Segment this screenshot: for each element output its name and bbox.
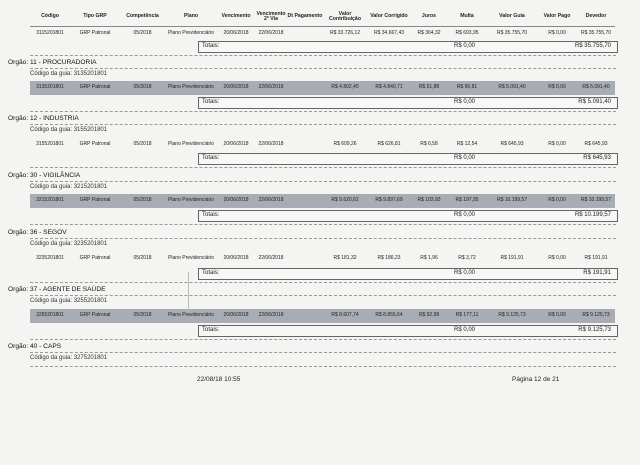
cell-valor-pago: R$ 0,00 [548,30,566,37]
scan-line [188,272,189,312]
divider [30,124,616,125]
table-header [30,8,615,27]
totals-box: Totais: R$ 0,00 R$ 9.125,73 [198,325,618,337]
divider [30,238,616,239]
table-row: 3255201801 GRP Patronal 05/2018 Plano Previdenciário 20/06/2018 22/06/2018 R$ 8.607,74 R$ 8.855,64 R$ 92,98 R$ 177,11 R$ 9.125,73 R$ 0,00 R$ 9.125,73 [30,309,615,323]
table-row: 3215201801 GRP Patronal 05/2018 Plano Previdenciário 20/06/2018 22/06/2018 R$ 9.620,62 R$ 9.897,69 R$ 103,93 R$ 197,95 R$ 10.199,57 R$ 0,00 R$ 10.199,57 [30,194,615,208]
divider [30,181,616,182]
orgao-title: Orgão: 12 - INDUSTRIA [8,115,79,122]
table-row: 3155201801 GRP Patronal 05/2018 Plano Previdenciário 20/06/2018 22/06/2018 R$ 609,26 R$ 626,81 R$ 6,58 R$ 12,54 R$ 645,93 R$ 0,00 R$ 645,93 [36,141,608,148]
orgao-title: Orgão: 36 - SEGOV [8,229,67,236]
orgao-title: Orgão: 40 - CAPS [8,343,62,350]
cell-multa: R$ 693,95 [455,30,479,37]
guia-code: Código da guia: 3155201801 [30,127,108,133]
divider [30,339,616,340]
orgao-title: Orgão: 37 - AGENTE DE SAÚDE [8,286,106,293]
totals-devedor: R$ 35.755,70 [574,43,611,49]
table-row: 3135201801 GRP Patronal 05/2018 Plano Previdenciário 20/06/2018 22/06/2018 R$ 4.802,45 R$ 4.840,71 R$ 51,88 R$ 96,81 R$ 5.091,40 R$ 0,00 R$ 5.091,40 [30,81,615,95]
cell-plano: Plano Previdenciário [168,30,214,37]
col-valor-contribuicao: Valor Contribuição [329,10,361,22]
totals-box: Totais: R$ 0,00 R$ 5.091,40 [198,97,618,109]
totals-box [198,41,618,53]
guia-code: Código da guia: 3235201801 [30,241,108,247]
col-tipo: Tipo GRP [83,13,107,20]
divider [30,295,616,296]
cell-vencimento-2via: 22/06/2018 [258,30,284,37]
col-codigo: Código [41,13,59,20]
col-plano: Plano [183,13,199,20]
page-number: Página 12 de 21 [512,376,560,383]
col-dt-pagamento: Dt Pagamento [287,13,323,20]
col-valor-corrigido: Valor Corrigido [370,13,408,20]
col-vencimento: Vencimento [221,13,251,20]
guia-code: Código da guia: 3275201801 [30,355,108,361]
orgao-title: Orgão: 30 - VIGILÂNCIA [8,172,81,179]
col-valor-guia: Valor Guia [499,13,525,20]
cell-corrigido: R$ 34.667,43 [373,30,405,37]
cell-competencia: 05/2018 [133,30,152,37]
guia-code: Código da guia: 3215201801 [30,184,108,190]
table-row: 3235201801 GRP Patronal 05/2018 Plano Previdenciário 20/06/2018 22/06/2018 R$ 181,32 R$ 186,23 R$ 1,96 R$ 3,72 R$ 191,91 R$ 0,00 R$ 191,91 [36,255,608,262]
col-vencimento-2via: Vencimento 2ª Via [256,10,286,22]
divider [30,111,616,112]
cell-vencimento: 20/06/2018 [223,30,249,37]
col-juros: Juros [421,13,437,20]
totals-box: Totais: R$ 0,00 R$ 10.199,57 [198,210,618,222]
divider [30,167,616,168]
divider [30,224,616,225]
orgao-title: Orgão: 11 - PROCURADORIA [8,59,97,66]
cell-devedor: R$ 35.755,70 [580,30,612,37]
divider [30,68,616,69]
col-valor-pago: Valor Pago [543,13,571,20]
divider [30,55,616,56]
totals-box: Totais: R$ 0,00 R$ 645,93 [198,153,618,165]
guia-code: Código da guia: 3135201801 [30,71,108,77]
table-row [30,27,615,41]
print-date: 22/08/18 10:55 [197,376,241,383]
guia-code: Código da guia: 3255201801 [30,298,108,304]
col-multa: Multa [460,13,474,20]
divider [30,352,616,353]
col-devedor: Devedor [585,13,607,20]
totals-box: Totais: R$ 0,00 R$ 191,91 [198,268,618,280]
cell-codigo: 3115201801 [36,30,64,37]
totals-label: Totais: [202,43,220,49]
cell-tipo: GRP Patronal [79,30,111,37]
col-competencia: Competência [126,13,159,20]
cell-juros: R$ 364,32 [417,30,441,37]
cell-contribuicao: R$ 33.726,12 [329,30,361,37]
divider [30,366,616,367]
totals-pago: R$ 0,00 [454,43,476,49]
cell-valor-guia: R$ 35.755,70 [496,30,528,37]
divider [30,282,616,283]
